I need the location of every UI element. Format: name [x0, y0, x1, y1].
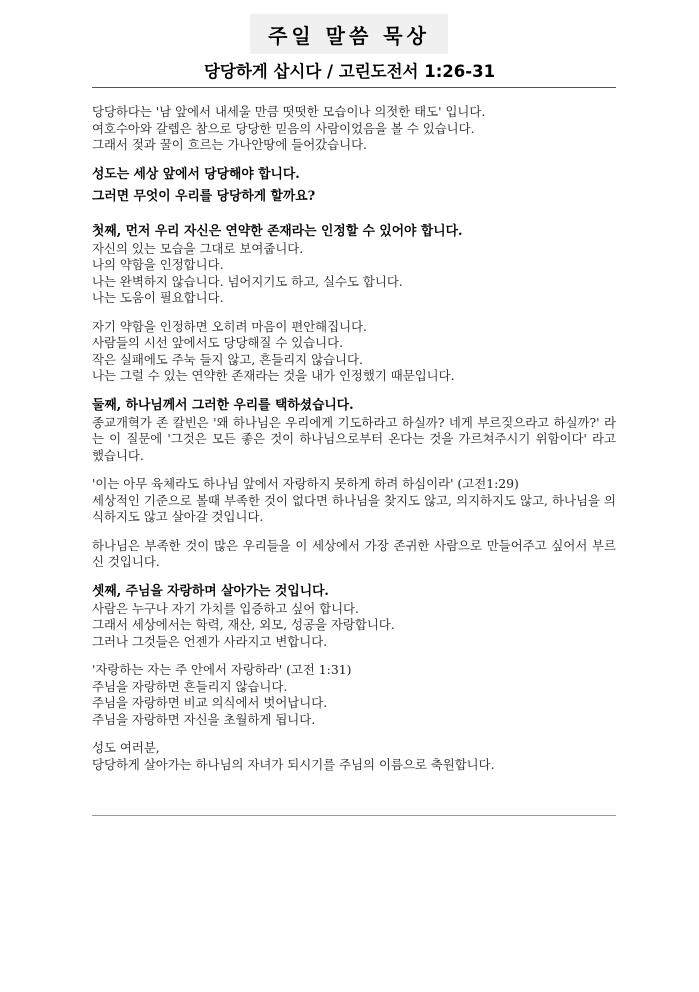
bottom-divider	[92, 815, 616, 816]
top-divider	[92, 87, 616, 88]
text-line: 그래서 세상에서는 학력, 재산, 외모, 성공을 자랑합니다.	[92, 617, 395, 632]
first-paragraph-b	[92, 319, 616, 385]
section-heading-second: 둘째, 하나님께서 그러한 우리를 택하셨습니다.	[92, 397, 354, 413]
page-subtitle: 당당하게 삽시다 / 고린도전서 1:26-31	[203, 62, 496, 81]
text-line: 나는 도움이 필요합니다.	[92, 290, 224, 305]
third-paragraph-a	[92, 601, 616, 651]
second-paragraph-1: 종교개혁가 존 칼빈은 '왜 하나님은 우리에게 기도하라고 하실까? 네게 부르짖으라고 하실까?' 라는 이 질문에 '그것은 모든 좋은 것이 하나님으로부터 온다는 것을 가르쳐주시기 위함이다' 라고 했습니다.	[92, 414, 616, 463]
page-title: 주일 말씀 묵상	[268, 23, 430, 48]
second-paragraph-2: 세상적인 기준으로 볼때 부족한 것이 없다면 하나님을 찾지도 않고, 의지하지도 않고, 하나님을 의식하지도 않고 살아갈 것입니다.	[92, 492, 616, 524]
scripture-quote: '이는 아무 육체라도 하나님 앞에서 자랑하지 못하게 하려 하심이라' (고전1:29)	[92, 476, 519, 491]
text-line: 사람들의 시선 앞에서도 당당해질 수 있습니다.	[92, 335, 344, 350]
text-line: 주님을 자랑하면 흔들리지 않습니다.	[92, 678, 288, 694]
section-heading-first: 첫째, 먼저 우리 자신은 연약한 존재라는 인정할 수 있어야 합니다.	[92, 223, 463, 239]
text-line: 당당하게 살아가는 하나님의 자녀가 되시기를 주님의 이름으로 축원합니다.	[92, 756, 495, 772]
section-heading-third: 셋째, 주님을 자랑하며 살아가는 것입니다.	[92, 583, 329, 599]
text-line: 여호수아와 갈렙은 참으로 당당한 믿음의 사람이었음을 볼 수 있습니다.	[92, 120, 475, 136]
text-line: 당당하다는 '남 앞에서 내세울 만큼 떳떳한 모습이나 의젓한 태도' 입니다.	[92, 104, 486, 119]
third-paragraph-b	[92, 679, 616, 729]
scripture-quote: '자랑하는 자는 주 안에서 자랑하라' (고전 1:31)	[92, 662, 352, 677]
text-line: 그래서 젖과 꿀이 흐르는 가나안땅에 들어갔습니다.	[92, 137, 367, 152]
text-line: 나는 완벽하지 않습니다. 넘어지기도 하고, 실수도 합니다.	[92, 273, 403, 289]
first-paragraph-a	[92, 241, 616, 307]
text-line: 작은 실패에도 주눅 들지 않고, 흔들리지 않습니다.	[92, 351, 363, 367]
text-line: 나는 그럴 수 있는 연약한 존재라는 것을 내가 인정했기 때문입니다.	[92, 368, 455, 383]
lead-heading: 성도는 세상 앞에서 당당해야 합니다.	[92, 166, 300, 182]
text-line: 자신의 있는 모습을 그대로 보여줍니다.	[92, 240, 304, 256]
text-line: 그러나 그것들은 언젠가 사라지고 변합니다.	[92, 633, 328, 649]
title-box	[250, 14, 448, 54]
text-line: 사람은 누구나 자기 가치를 입증하고 싶어 합니다.	[92, 600, 359, 616]
text-line: 주님을 자랑하면 비교 의식에서 벗어납니다.	[92, 695, 328, 710]
lead-question: 그러면 무엇이 우리를 당당하게 할까요?	[92, 188, 316, 204]
text-line: 자기 약함을 인정하면 오히려 마음이 편안해집니다.	[92, 318, 367, 334]
closing-paragraph	[92, 740, 616, 773]
sermon-body	[92, 104, 616, 773]
intro-paragraph	[92, 104, 616, 154]
second-paragraph-3: 하나님은 부족한 것이 많은 우리들을 이 세상에서 가장 존귀한 사람으로 만들어주고 싶어서 부르신 것입니다.	[92, 537, 616, 569]
text-line: 나의 약함을 인정합니다.	[92, 257, 224, 272]
text-line: 성도 여러분,	[92, 740, 160, 755]
text-line: 주님을 자랑하면 자신을 초월하게 됩니다.	[92, 711, 316, 727]
